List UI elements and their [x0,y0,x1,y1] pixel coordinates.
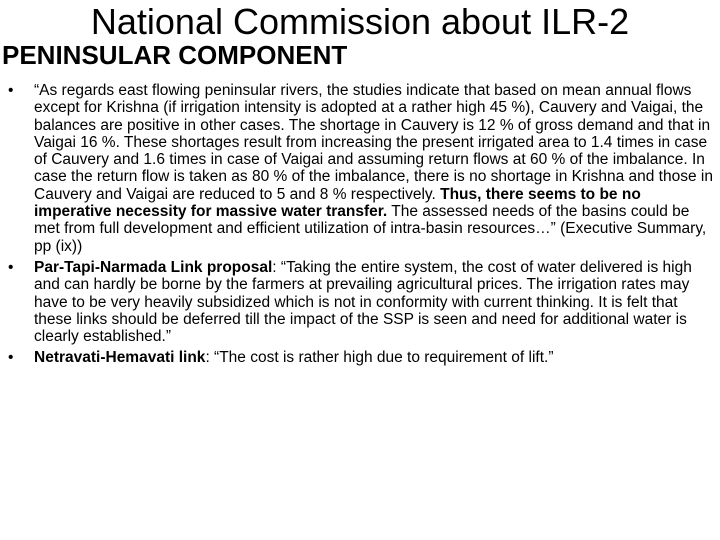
bullet-bold-text: Thus, there seems to be no imperative necessity for massive water transfer. [34,185,641,221]
slide-subtitle: PENINSULAR COMPONENT [2,40,348,70]
bullet-text-continued: The assessed needs of the basins could be met from full development and efficient utilization of intra-basin resources…” (Executive Summary, pp (ix)) [34,203,707,255]
bullet-bold-text: Netravati-Hemavati link [34,349,206,367]
slide-title: National Commission about ILR-2 [90,1,630,42]
bullet-bold-text: Par-Tapi-Narmada Link proposal [34,258,273,276]
bullet-text: : “Taking the entire system, the cost of water delivered is high and can hardly be borne by the farmers at prevailing agricultural prices. The irrigation rates may have to be very heavily subsidized which is not in conformity with current thinking. It is felt that these links should be deferred till the impact of the SSP is seen and need for additional water is clearly established.” [34,258,692,346]
bullet-item-netravati-hemavati [0,349,714,366]
bullet-list [0,82,714,371]
bullet-dot-icon: • [8,258,14,276]
bullet-item-par-tapi-narmada [0,259,714,345]
bullet-text: : “The cost is rather high due to requirement of lift.” [205,349,554,367]
bullet-text: “As regards east flowing peninsular rivers, the studies indicate that based on mean annual flows except for Krishna (if irrigation intensity is adopted at a rather high 45 %), Cauvery and Vaigai, the balances are positive in other cases. The shortage in Cauvery is 12 % of gross demand and that in Vaigai 16 %. These shortages result from increasing the present irrigated area to 1.4 times in case of Cauvery and 1.6 times in case of Vaigai and assuming return flows at 60 % of the imbalance. In case the return flow is taken as 80 % of the imbalance, there is no shortage in Krishna and those in Cauvery and Vaigai are reduced to 5 and 8 % respectively. [34,82,713,203]
bullet-dot-icon: • [8,82,14,99]
bullet-dot-icon: • [8,349,14,367]
bullet-item-east-flowing-rivers [0,82,714,255]
